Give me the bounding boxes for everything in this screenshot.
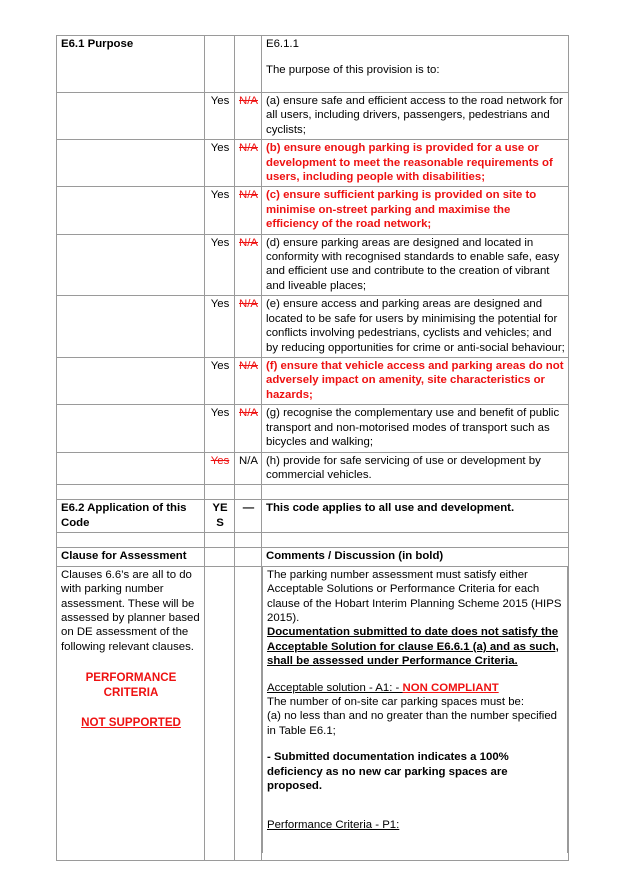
na-cell-a[interactable]: N/A (235, 92, 262, 139)
yes-cell-b[interactable]: Yes (205, 140, 235, 187)
header-clause-for-assessment: Clause for Assessment (57, 548, 205, 566)
clause-cell-blank-f (57, 358, 205, 405)
clause-cell-blank-a (57, 92, 205, 139)
yes-cell-a[interactable]: Yes (205, 92, 235, 139)
clause-cell-blank-e (57, 296, 205, 358)
performance-criteria-callout (61, 670, 201, 700)
spacer-cell-2 (205, 485, 235, 500)
header-comments-discussion: Comments / Discussion (in bold) (262, 548, 569, 566)
table-row-assessment-body (57, 566, 569, 860)
clause-cell-blank-d (57, 234, 205, 296)
purpose-text-b: (b) ensure enough parking is provided for a use or development to meet the reasonable requirements of users, including people with disabilities; (262, 140, 569, 187)
blank-spacer-5 (267, 794, 564, 806)
assessment-yes-blank (205, 566, 235, 860)
na-cell-e[interactable]: N/A (235, 296, 262, 358)
table-row-purpose-d (57, 234, 569, 296)
e62-text: This code applies to all use and development. (262, 500, 569, 533)
na-cell-g[interactable]: N/A (235, 405, 262, 452)
assessment-paragraph-3: The number of on-site car parking spaces must be: (267, 696, 525, 709)
blank-spacer-4 (267, 738, 564, 750)
spacer2-cell-1 (57, 533, 205, 548)
table-row-purpose-a (57, 92, 569, 139)
yes-cell-f[interactable]: Yes (205, 358, 235, 405)
purpose-text-e: (e) ensure access and parking areas are designed and located to be safe for users by minimising the potential for conflicts involving pedestrians, cyclists and vehicles; and by reducing opportunities for crime or anti-social behaviour; (262, 296, 569, 358)
purpose-text-f: (f) ensure that vehicle access and parking areas do not adversely impact on amenity, site characteristics or hazards; (262, 358, 569, 405)
spacer2-cell-3 (235, 533, 262, 548)
table-row-purpose-h (57, 452, 569, 485)
assessment-left-text: Clauses 6.6’s are all to do with parking number assessment. These will be assessed by planner based on DE assessment of the following relevant clauses. (61, 568, 200, 653)
blank-spacer (266, 51, 565, 63)
na-cell-c[interactable]: N/A (235, 187, 262, 234)
table-row-spacer-2 (57, 533, 569, 548)
table-row-e62 (57, 500, 569, 533)
yes-cell-e[interactable]: Yes (205, 296, 235, 358)
acceptable-solution-status: NON COMPLIANT (402, 681, 499, 694)
table-row-spacer-1 (57, 485, 569, 500)
na-cell-f[interactable]: N/A (235, 358, 262, 405)
spacer2-cell-4 (262, 533, 569, 548)
clause-cell-blank-h (57, 452, 205, 485)
performance-criteria-line-2: CRITERIA (103, 686, 159, 700)
clause-cell-blank-g (57, 405, 205, 452)
table-row-purpose-c (57, 187, 569, 234)
purpose-text-g: (g) recognise the complementary use and benefit of public transport and non-motorised modes of transport such as bicycles and walking; (262, 405, 569, 452)
table-row-assessment-header (57, 548, 569, 566)
purpose-intro-text: The purpose of this provision is to: (266, 64, 440, 77)
clause-title-e62: E6.2 Application of this Code (57, 500, 205, 533)
assessment-left-cell (57, 566, 205, 860)
table-row-purpose-b (57, 140, 569, 187)
spacer-cell-3 (235, 485, 262, 500)
na-cell-b[interactable]: N/A (235, 140, 262, 187)
table-row-e61-purpose (57, 36, 569, 93)
assessment-table (56, 35, 569, 861)
blank-spacer-6 (267, 806, 564, 818)
blank-spacer-3 (267, 669, 564, 681)
table-row-purpose-g (57, 405, 569, 452)
acceptable-solution-label: Acceptable solution - A1: - (267, 681, 403, 694)
purpose-text-d: (d) ensure parking areas are designed and located in conformity with recognised standards to enable safe, easy and efficient use and contribute to the creation of vibrant and liveable places; (262, 234, 569, 296)
spacer-cell-4 (262, 485, 569, 500)
header-yes-blank (205, 548, 235, 566)
na-cell-h[interactable]: N/A (235, 452, 262, 485)
yes-cell-empty (205, 36, 235, 93)
yes-cell-c[interactable]: Yes (205, 187, 235, 234)
assessment-paragraph-5: - Submitted documentation indicates a 100% deficiency as no new car parking spaces are proposed. (267, 751, 509, 793)
clause-title-e61: E6.1 Purpose (57, 36, 205, 93)
clause-cell-blank-c (57, 187, 205, 234)
assessment-right-cell (262, 566, 569, 860)
performance-criteria-p1: Performance Criteria - P1: (267, 818, 400, 831)
assessment-paragraph-2: Documentation submitted to date does not satisfy the Acceptable Solution for clause E6.6.1 (a) and as such, shall be assessed under Performance Criteria. (267, 626, 559, 668)
purpose-text-c: (c) ensure sufficient parking is provided on site to minimise on-street parking and maximise the efficiency of the road network; (262, 187, 569, 234)
purpose-text-h: (h) provide for safe servicing of use or development by commercial vehicles. (262, 452, 569, 485)
assessment-paragraph-1: The parking number assessment must satisfy either Acceptable Solutions or Performance Criteria for each clause of the Hobart Interim Planning Scheme 2015 (HIPS 2015). (267, 568, 562, 624)
acceptable-solution-line (267, 681, 564, 695)
assessment-paragraph-4: (a) no less than and no greater than the number specified in Table E6.1; (267, 710, 558, 737)
purpose-intro-cell (262, 36, 569, 93)
not-supported-callout: NOT SUPPORTED (81, 716, 181, 730)
blank-spacer-2 (266, 78, 565, 90)
yes-cell-e62[interactable]: YES (205, 500, 235, 533)
na-cell-e62[interactable]: — (235, 500, 262, 533)
assessment-na-blank (235, 566, 262, 860)
na-cell-empty (235, 36, 262, 93)
clause-number-e611: E6.1.1 (266, 38, 299, 50)
header-na-blank (235, 548, 262, 566)
purpose-text-a: (a) ensure safe and efficient access to the road network for all users, including drivers, passengers, pedestrians and cyclists; (262, 92, 569, 139)
yes-cell-h[interactable]: Yes (205, 452, 235, 485)
yes-cell-d[interactable]: Yes (205, 234, 235, 296)
table-row-purpose-f (57, 358, 569, 405)
performance-criteria-line-1: PERFORMANCE (85, 671, 177, 685)
clause-cell-blank-b (57, 140, 205, 187)
spacer2-cell-2 (205, 533, 235, 548)
yes-cell-g[interactable]: Yes (205, 405, 235, 452)
spacer-cell-1 (57, 485, 205, 500)
assessment-right-inner-box (262, 567, 568, 853)
na-cell-d[interactable]: N/A (235, 234, 262, 296)
table-row-purpose-e (57, 296, 569, 358)
